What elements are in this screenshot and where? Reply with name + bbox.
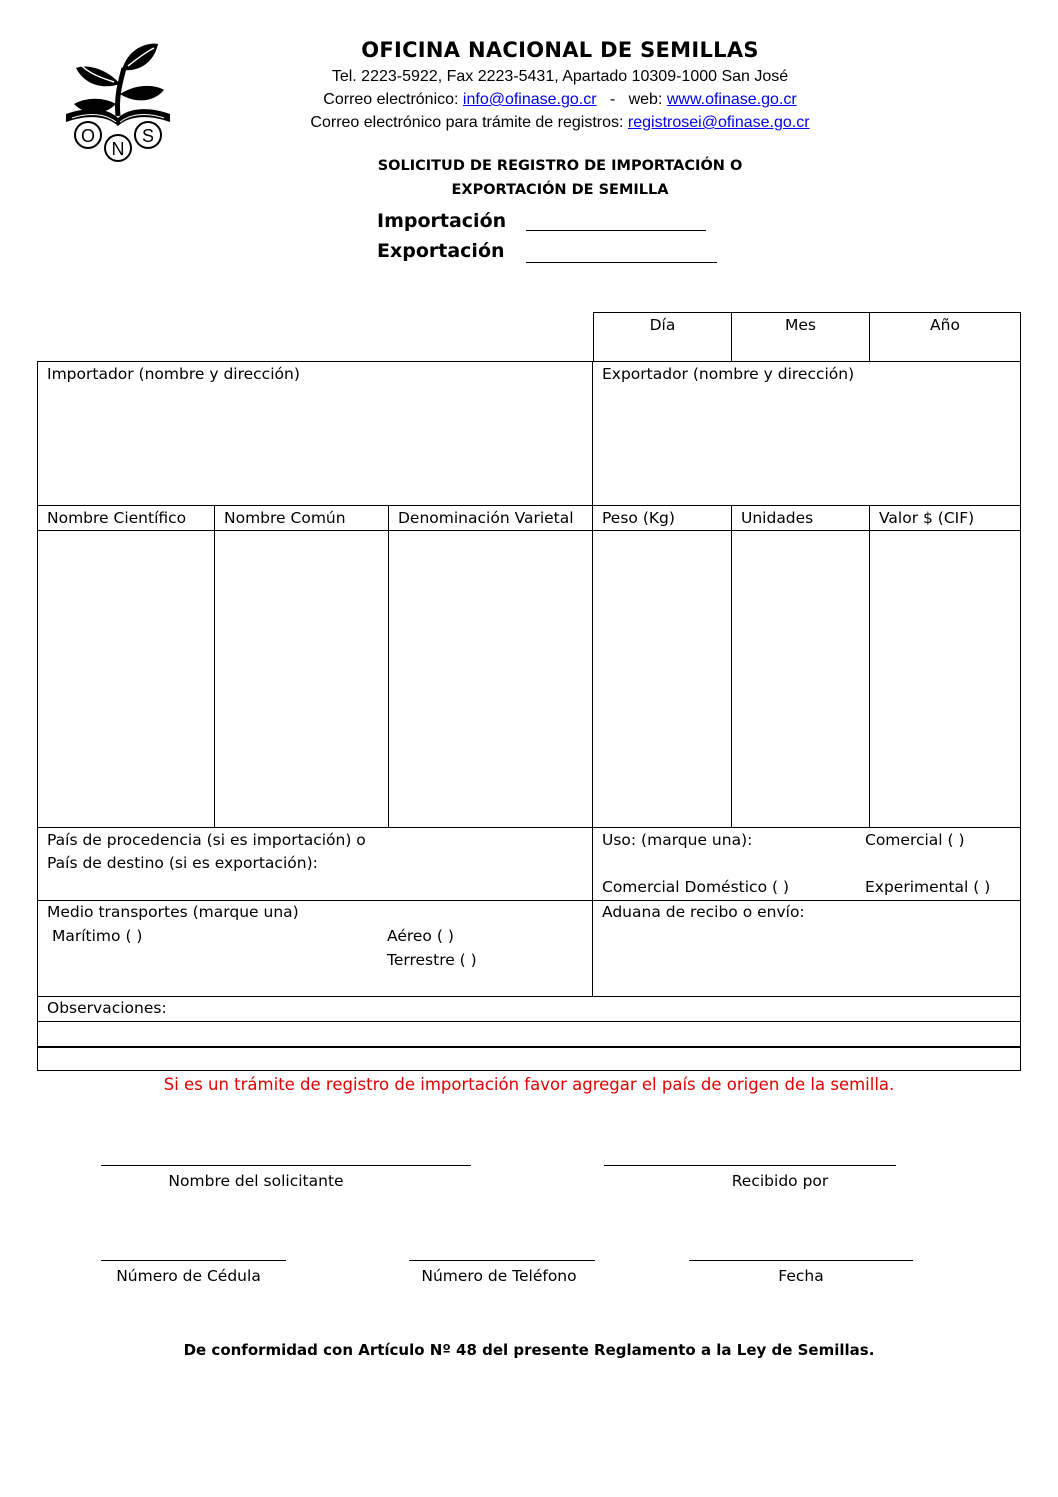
phone-number-label: Número de Teléfono [421,1267,577,1285]
customs-label: Aduana de recibo o envío: [602,903,805,921]
column-header: Nombre Científico [47,509,187,527]
varietal-name-field[interactable] [389,531,591,826]
use-commercial-option[interactable]: Comercial ( ) [865,831,965,849]
value-cif-field[interactable] [870,531,1020,826]
use-label: Uso: (marque una): [602,831,753,849]
use-experimental-option[interactable]: Experimental ( ) [865,878,991,896]
svg-text:S: S [141,126,155,146]
applicant-signature-line[interactable] [101,1165,471,1166]
common-name-field[interactable] [215,531,387,826]
importer-field[interactable] [38,390,591,504]
use-domestic-option[interactable]: Comercial Doméstico ( ) [602,878,789,896]
weight-field[interactable] [593,531,730,826]
observations-label: Observaciones: [47,999,167,1017]
email-link[interactable]: info@ofinase.go.cr [462,91,597,108]
separator: - [609,91,616,108]
phone-line: Tel. 2223-5922, Fax 2223-5431, Apartado 10309-1000 San José [331,68,789,85]
exporter-label: Exportador (nombre y dirección) [602,365,855,383]
transport-land-option[interactable]: Terrestre ( ) [387,951,477,969]
phone-number-line[interactable] [409,1260,595,1261]
divider [37,900,1021,901]
date-day-label: Día [649,316,676,334]
column-header: Denominación Varietal [398,509,574,527]
divider [37,827,1021,828]
registry-email-link[interactable]: registrosei@ofinase.go.cr [627,114,810,131]
column-header: Valor $ (CIF) [879,509,975,527]
form-title-line2: EXPORTACIÓN DE SEMILLA [451,182,669,198]
importer-label: Importador (nombre y dirección) [47,365,300,383]
applicant-label: Nombre del solicitante [168,1172,344,1190]
id-number-line[interactable] [101,1260,286,1261]
column-header: Peso (Kg) [602,509,675,527]
column-header: Nombre Común [224,509,346,527]
email-line [230,91,890,109]
transport-maritime-option[interactable]: Marítimo ( ) [52,927,143,945]
divider [37,505,1021,506]
ons-logo [58,38,178,168]
date-month-label: Mes [785,316,816,334]
customs-field[interactable] [593,928,1020,994]
export-label: Exportación [377,240,505,262]
svg-text:N: N [111,139,125,159]
import-label: Importación [377,210,507,232]
origin-notice: Si es un trámite de registro de importación favor agregar el país de origen de la semilla. [163,1075,895,1094]
form-title-line1: SOLICITUD DE REGISTRO DE IMPORTACIÓN O [377,158,743,174]
transport-air-option[interactable]: Aéreo ( ) [387,927,454,945]
registry-email-line [230,114,890,132]
scientific-name-field[interactable] [38,531,213,826]
org-name: OFICINA NACIONAL DE SEMILLAS [361,38,759,62]
registry-prefix: Correo electrónico para trámite de registros: [310,114,624,131]
web-link[interactable]: www.ofinase.go.cr [666,91,797,108]
import-field[interactable] [526,214,706,231]
web-prefix: web: [628,91,663,108]
legal-footer: De conformidad con Artículo Nº 48 del presente Reglamento a la Ley de Semillas. [183,1341,875,1359]
exporter-field[interactable] [593,390,1020,504]
observations-field[interactable] [38,1022,1020,1070]
id-number-label: Número de Cédula [116,1267,261,1285]
divider [37,996,1021,997]
received-label: Recibido por [731,1172,829,1190]
date-year-label: Año [930,316,960,334]
svg-text:O: O [80,126,96,146]
transport-label: Medio transportes (marque una) [47,903,299,921]
received-signature-line[interactable] [604,1165,896,1166]
date-signature-line[interactable] [689,1260,913,1261]
export-field[interactable] [526,246,717,263]
email-prefix: Correo electrónico: [323,91,459,108]
origin-label-line1: País de procedencia (si es importación) o [47,831,366,849]
date-signature-label: Fecha [778,1267,824,1285]
origin-label-line2: País de destino (si es exportación): [47,854,318,872]
column-header: Unidades [741,509,814,527]
units-field[interactable] [732,531,868,826]
